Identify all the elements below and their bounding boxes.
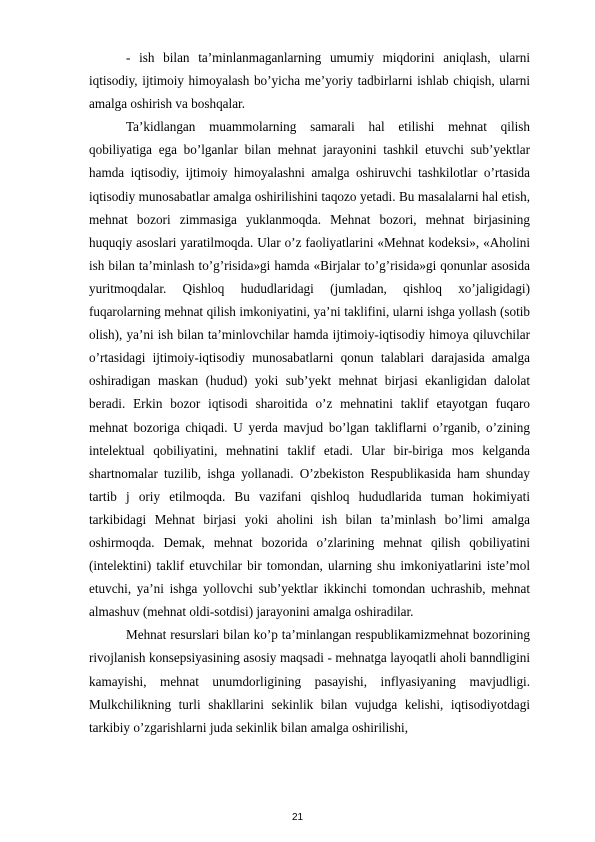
paragraph-labor-market: Ta’kidlangan muammolarning samarali hal etilishi mehnat qilish qobiliyatiga ega bo’lganlar bilan mehnat jarayonini tashkil etuvchi sub’yektlar hamda iqtisodiy, ijtimoiy himoyalashni amalga oshiruvchi tashkilotlar o’rtasida iqtisodiy munosabatlar amalga oshirilishini taqozo yetadi. Bu masalalarni hal etish, mehnat bozori zimmasiga yuklanmoqda. Mehnat bozori, mehnat birjasining huquqiy asoslari yaratilmoqda. Ular o’z faoliyatlarini «Mehnat kodeksi», «Aholini ish bilan ta’minlash to’g’risida»gi hamda «Birjalar to’g’risida»gi qonunlar asosida yuritmoqdalar. Qishloq hududlaridagi (jumladan, qishloq xo’jaligidagi) fuqarolarning mehnat qilish imkoniyatini, ya’ni taklifini, ularni ishga yollash (sotib olish), ya’ni ish bilan ta’minlovchilar hamda ijtimoiy-iqtisodiy himoya qiluvchilar o’rtasidagi ijtimoiy-iqtisodiy munosabatlarni qonun talablari darajasida amalga oshiradigan maskan (hudud) yoki sub’yekt mehnat birjasi ekanligidan dalolat beradi. Erkin bozor iqtisodi sharoitida o’z mehnatini taklif etayotgan fuqaro mehnat bozoriga chiqadi. U yerda mavjud bo’lgan takliflarni o’rganib, o’zining intelektual qobiliyatini, mehnatini taklif etadi. Ular bir-biriga mos kelganda shartnomalar tuzilib, ishga yollanadi. O’zbekiston Respublikasida ham shunday tartib j oriy etilmoqda. Bu vazifani qishloq hududlarida tuman hokimiyati tarkibidagi Mehnat birjasi yoki aholini ish bilan ta’minlash bo’limi amalga oshirmoqda. Demak, mehnat bozorida o’zlarining mehnat qilish qobiliyatini (intelektini) taklif etuvchilar bir tomondan, ularning shu imkoniyatlarini iste’mol etuvchi, ya’ni ishga yollovchi sub’yektlar ikkinchi tomondan uchrashib, mehnat almashuv (mehnat oldi-sotdisi) jarayonini amalga oshiradilar. — [89, 119, 530, 620]
page-number: 21 — [291, 812, 304, 823]
paragraph-labor-resources: Mehnat resurslari bilan ko’p ta’minlangan respublikamizmehnat bozorining rivojlanish konsepsiyasining asosiy maqsadi - mehnatga layoqatli aholi banndligini kamayishi, mehnat unumdorligining pasayishi, inflyasiyaning mavjudligi. Mulkchilikning turli shakllarini sekinlik bilan vujudga kelishi, iqtisodiyotdagi tarkibiy o’zgarishlarni juda sekinlik bilan amalga oshirilishi, — [89, 627, 530, 735]
paragraph-unemployed-measures: - ish bilan ta’minlanmaganlarning umumiy miqdorini aniqlash, ularni iqtisodiy, ijtimoiy himoyalash bo’yicha me’yoriy tadbirlarni ishlab chiqish, ularni amalga oshirish va boshqalar. — [89, 50, 530, 112]
body-text — [89, 46, 530, 739]
